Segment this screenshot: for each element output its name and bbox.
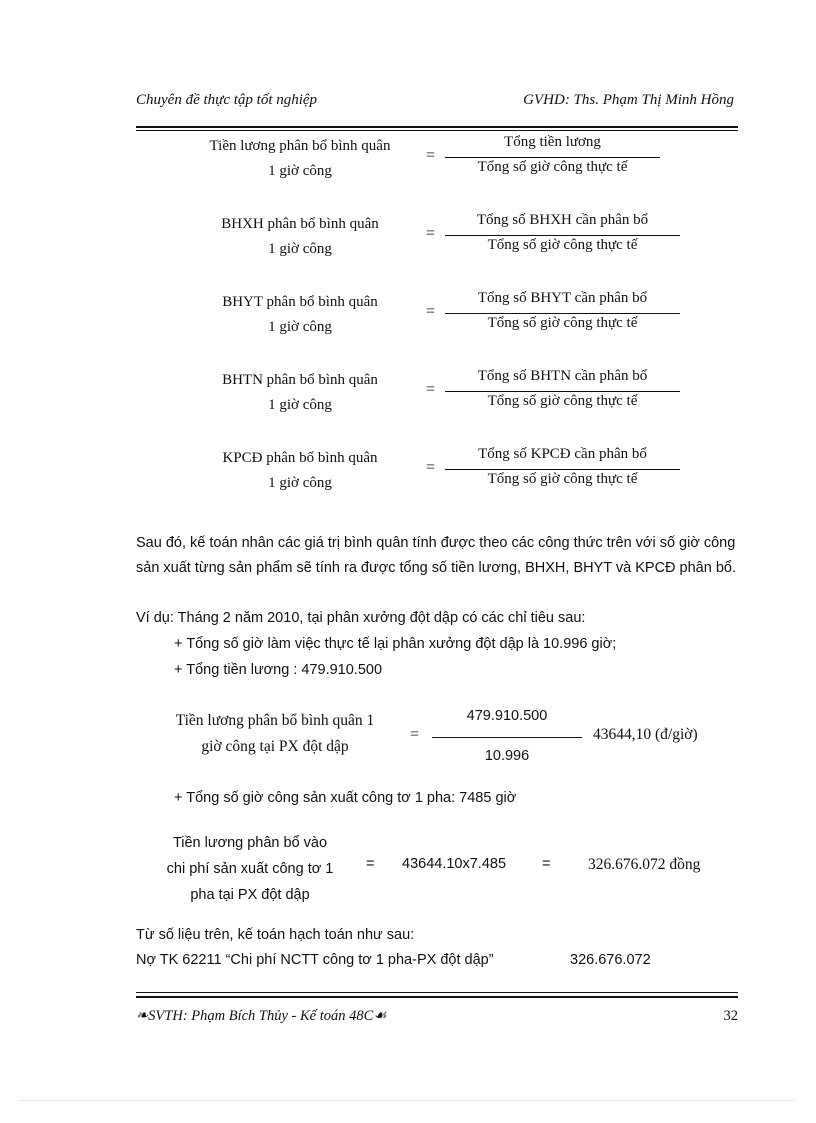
header-rule [136, 126, 738, 128]
formula-denominator: Tổng số giờ công thực tế [487, 315, 638, 331]
formula-lhs-line2: 1 giờ công [268, 163, 332, 179]
calc-lhs-line2: giờ công tại PX đột dập [201, 738, 349, 755]
formula-denominator: Tổng số giờ công thực tế [487, 471, 638, 487]
formula-numerator: Tổng số BHXH cần phân bổ [476, 212, 649, 228]
body-paragraph: Sau đó, kế toán nhân các giá trị bình quân tính được theo các công thức trên với số giờ công sản xuất từng sản phẩm sẽ tính ra được tổng số tiền lương, BHXH, BHYT và KPCĐ phân bổ. [136, 535, 736, 576]
fraction-bar [445, 469, 680, 470]
formula-lhs-line1: BHXH phân bổ bình quân [221, 216, 379, 232]
bullet-total-wage: + Tổng tiền lương : 479.910.500 [174, 662, 383, 678]
calc-equals: = [410, 726, 420, 743]
example-line: Ví dụ: Tháng 2 năm 2010, tại phân xưởng đột dập có các chỉ tiêu sau: [136, 610, 586, 626]
formula-lhs-line1: KPCĐ phân bổ bình quân [222, 450, 378, 466]
formula-equals: = [426, 225, 436, 242]
fraction-bar [432, 737, 582, 738]
formula-lhs-line1: BHTN phân bổ bình quân [222, 372, 378, 388]
header-left: Chuyên đề thực tập tốt nghiệp [136, 92, 318, 108]
bullet-product-hours: + Tổng số giờ công sản xuất công tơ 1 pha: 7485 giờ [174, 790, 517, 806]
formula-lhs-line1: BHYT phân bổ bình quân [222, 294, 378, 310]
formula-lhs-line2: 1 giờ công [268, 241, 332, 257]
formula-numerator: Tổng số BHYT cần phân bổ [477, 290, 648, 306]
calc-hourly-wage [150, 708, 750, 778]
formula-numerator: Tổng số BHTN cần phân bổ [477, 368, 648, 384]
formula-lhs-line2: 1 giờ công [268, 319, 332, 335]
ornament-left-icon: ❧ [136, 1008, 149, 1024]
formula-lhs-line2: 1 giờ công [268, 475, 332, 491]
calc2-equals-1: = [366, 856, 375, 872]
formula-lhs-line1: Tiền lương phân bổ bình quân [209, 138, 391, 154]
formula-numerator: Tổng tiền lương [504, 134, 601, 150]
bullet-total-hours: + Tổng số giờ làm việc thực tế lại phân xưởng đột dập là 10.996 giờ; [174, 636, 617, 652]
calc2-lhs-line2: chi phí sản xuất công tơ 1 [166, 861, 334, 877]
formula-numerator: Tổng số KPCĐ cần phân bổ [478, 446, 647, 462]
footer-rule [136, 996, 738, 998]
footer-author: SVTH: Phạm Bích Thủy - Kế toán 48C [148, 1008, 374, 1024]
formula-denominator: Tổng số giờ công thực tế [477, 159, 628, 175]
calc-result: 43644,10 (đ/giờ) [593, 726, 698, 743]
calc2-expression: 43644.10x7.485 [402, 856, 507, 872]
calc2-result: 326.676.072 đồng [588, 856, 701, 873]
page-number: 32 [723, 1008, 738, 1024]
calc-numerator: 479.910.500 [466, 708, 548, 724]
calc2-equals-2: = [542, 856, 551, 872]
journal-entry: Nợ TK 62211 “Chi phí NCTT công tơ 1 pha-PX đột dập” [136, 952, 494, 968]
fraction-bar [445, 391, 680, 392]
formula-equals: = [426, 147, 436, 164]
calc-denominator: 10.996 [484, 748, 530, 764]
formula-lhs-line2: 1 giờ công [268, 397, 332, 413]
closing-line: Từ số liệu trên, kế toán hạch toán như sau: [136, 927, 415, 943]
formula-equals: = [426, 459, 436, 476]
fraction-bar [445, 235, 680, 236]
formula-equals: = [426, 303, 436, 320]
calc-allocated-wage [150, 830, 750, 910]
header-right: GVHD: Ths. Phạm Thị Minh Hồng [523, 92, 734, 108]
fraction-bar [445, 157, 660, 158]
footer-left [136, 1008, 386, 1025]
calc-lhs-line1: Tiền lương phân bổ bình quân 1 [175, 712, 375, 729]
formula-equals: = [426, 381, 436, 398]
ornament-right-icon: ☙ [373, 1008, 387, 1024]
formula-denominator: Tổng số giờ công thực tế [487, 237, 638, 253]
calc2-lhs-line3: pha tại PX đột dập [190, 887, 310, 903]
formula-denominator: Tổng số giờ công thực tế [487, 393, 638, 409]
fraction-bar [445, 313, 680, 314]
calc2-lhs-line1: Tiền lương phân bổ vào [172, 835, 328, 851]
footer-rule-thin [136, 992, 738, 993]
journal-amount: 326.676.072 [570, 952, 651, 968]
page-edge-divider [20, 1100, 796, 1101]
header-rule-thin [136, 130, 738, 131]
